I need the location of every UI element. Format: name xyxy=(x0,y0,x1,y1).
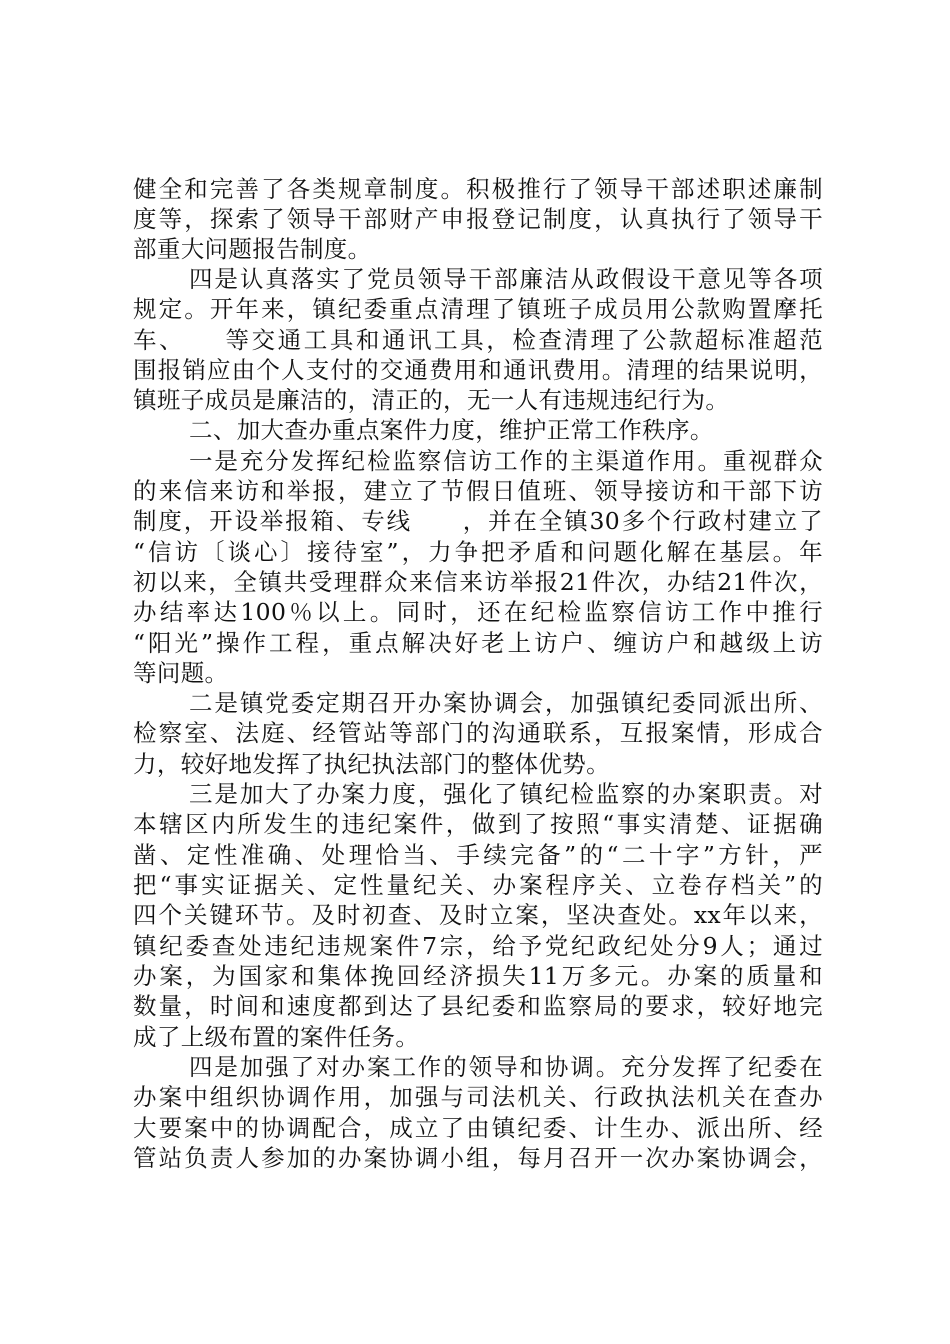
text-line: 办案，为国家和集体挽回经济损失11万多元。办案的质量和 xyxy=(133,962,823,990)
text-line: 成了上级布置的案件任务。 xyxy=(133,1023,420,1051)
text-line: 车、 等交通工具和通讯工具，检查清理了公款超标准超范 xyxy=(133,326,823,354)
text-line: “阳光”操作工程，重点解决好老上访户、缠访户和越级上访 xyxy=(133,629,823,657)
text-line: 镇纪委查处违纪违规案件7宗，给予党纪政纪处分9人；通过 xyxy=(133,932,823,960)
text-line: 四个关键环节。及时初查、及时立案，坚决查处。xx年以来， xyxy=(133,901,823,929)
paragraph-first-line: 四是加强了对办案工作的领导和协调。充分发挥了纪委在 xyxy=(189,1053,823,1081)
text-line: 制度，开设举报箱、专线 ，并在全镇30多个行政村建立了 xyxy=(133,507,823,535)
text-line: 的来信来访和举报，建立了节假日值班、领导接访和干部下访 xyxy=(133,477,823,505)
text-line: 凿、定性准确、处理恰当、手续完备”的“二十字”方针，严 xyxy=(133,841,823,869)
paragraph-first-line: 四是认真落实了党员领导干部廉洁从政假设干意见等各项 xyxy=(189,265,823,293)
text-line: 办案中组织协调作用，加强与司法机关、行政执法机关在查办 xyxy=(133,1083,823,1111)
text-line: 初以来，全镇共受理群众来信来访举报21件次，办结21件次， xyxy=(133,568,823,596)
text-line: 力，较好地发挥了执纪执法部门的整体优势。 xyxy=(133,750,610,778)
text-line: 健全和完善了各类规章制度。积极推行了领导干部述职述廉制 xyxy=(133,175,823,203)
text-line: 等问题。 xyxy=(133,659,229,687)
text-line: 度等，探索了领导干部财产申报登记制度，认真执行了领导干 xyxy=(133,205,823,233)
text-line: 办结率达100％以上。同时，还在纪检监察信访工作中推行 xyxy=(133,598,823,626)
text-line: 本辖区内所发生的违纪案件，做到了按照“事实清楚、证据确 xyxy=(133,810,823,838)
text-line: 规定。开年来，镇纪委重点清理了镇班子成员用公款购置摩托 xyxy=(133,295,823,323)
text-line: 大要案中的协调配合，成立了由镇纪委、计生办、派出所、经 xyxy=(133,1114,823,1142)
text-line: 镇班子成员是廉洁的，清正的，无一人有违规违纪行为。 xyxy=(133,386,730,414)
text-line: 把“事实证据关、定性量纪关、办案程序关、立卷存档关”的 xyxy=(133,871,823,899)
text-line: 部重大问题报告制度。 xyxy=(133,235,372,263)
text-line: 管站负责人参加的办案协调小组，每月召开一次办案协调会， xyxy=(133,1144,823,1172)
section-heading: 二、加大查办重点案件力度，维护正常工作秩序。 xyxy=(189,416,714,444)
paragraph-first-line: 三是加大了办案力度，强化了镇纪检监察的办案职责。对 xyxy=(189,780,823,808)
text-line: 围报销应由个人支付的交通费用和通讯费用。清理的结果说明， xyxy=(133,356,823,384)
text-line: “信访〔谈心〕接待室”，力争把矛盾和问题化解在基层。年 xyxy=(133,538,823,566)
paragraph-first-line: 一是充分发挥纪检监察信访工作的主渠道作用。重视群众 xyxy=(189,447,823,475)
text-line: 数量，时间和速度都到达了县纪委和监察局的要求，较好地完 xyxy=(133,992,823,1020)
paragraph-first-line: 二是镇党委定期召开办案协调会，加强镇纪委同派出所、 xyxy=(189,689,823,717)
text-line: 检察室、法庭、经管站等部门的沟通联系，互报案情，形成合 xyxy=(133,719,823,747)
